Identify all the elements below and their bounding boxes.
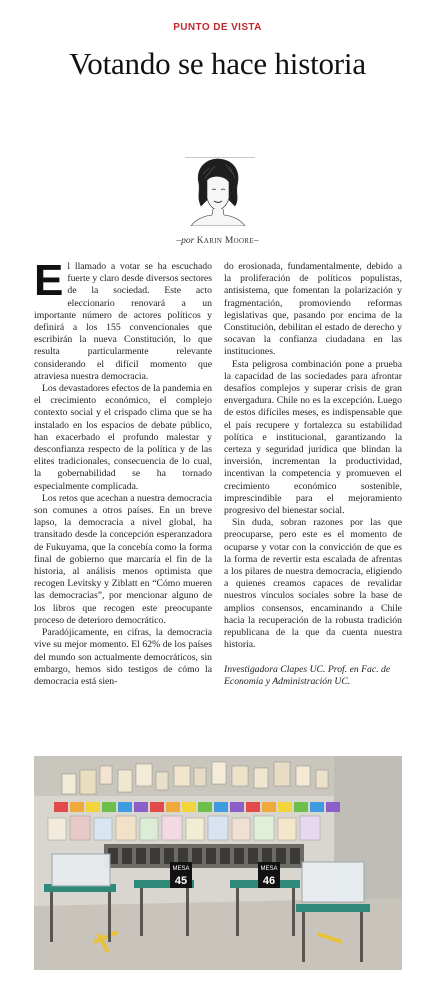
author-portrait	[185, 154, 251, 226]
mesa-label: MESA	[260, 866, 278, 872]
mesa-number: 45	[174, 875, 188, 887]
section-label: PUNTO DE VISTA	[173, 22, 262, 33]
paragraph: Esta peligrosa combinación pone a prueba la capacidad de las sociedades para afrontar desafíos complejos y superar crisis de gran envergadura. Chile no es la excepción. Luego de estos difíciles meses, es indispensable que el país recupere y fortalezca su estabilidad política e institucional, garantizando la certeza y seguridad jurídica que blindan la inversión, incrementan la productividad, incentivan la competencia y promueven el crecimiento económico sostenible, imprescindible para el mejoramiento progresivo del bienestar social.	[224, 358, 402, 517]
paragraph: Paradójicamente, en cifras, la democracia vive su mejor momento. El 62% de los países del mundo son actualmente democráticos, sin embargo, hemos sido testigos de cómo la democracia está sien-	[34, 627, 212, 687]
paragraph-text: l llamado a votar se ha escuchado fuerte y claro desde diversos sectores de la sociedad. Este acto eleccionario renovará a un importante número de actores políticos y definirá a los 155 convencionales que escribirán la nueva Constitución, lo que resulta particularmente relevante considerando el difícil momento que atraviesa nuestra democracia.	[34, 261, 212, 382]
byline-suffix: –	[253, 236, 259, 246]
classroom-voting-photo	[34, 756, 402, 970]
paragraph	[34, 256, 212, 383]
headline: Votando se hace historia	[69, 46, 366, 81]
paragraph: Sin duda, sobran razones por las que preocuparse, pero este es el momento de ocuparse y votar con la convicción de que es la forma de revertir esta escalada de afrentas a los pilares de nuestra democracia, eligiendo a quienes creamos capaces de revalidar nuestros vínculos sociales sobre la base de amplios consensos, encaminando a Chile hacia la recuperación de la robusta tradición republicana de la que da cuenta nuestra historia.	[224, 517, 402, 651]
mesa-number: 46	[262, 875, 276, 887]
byline-author: Karin Moore	[196, 236, 254, 246]
paragraph: do erosionada, fundamentalmente, debido a la proliferación de políticos populistas, antisistema, que fomentan la polarización y fragmentación, promoviendo reformas legislativas que, pasando por encima de la Constitución, debilitan el estado de derecho y socavan la confianza ciudadana en las instituciones.	[224, 261, 402, 358]
paragraph: Los retos que acechan a nuestra democracia son comunes a otros países. En un breve lapso, la democracia a nivel global, ha transitado desde la concepción esperanzadora de Fukuyama, que la concebía como la forma final de gobierno que marcaría el fin de la historia, al análisis menos optimista que recogen Levitsky y Ziblatt en “Cómo mueren las democracias”, por mencionar alguno de los libros que recogen este preocupante proceso de deterioro democrático.	[34, 492, 212, 626]
article-column-right	[224, 261, 402, 688]
byline	[0, 236, 435, 246]
byline-prefix: –por	[176, 236, 195, 246]
article-column-left	[34, 256, 212, 688]
drop-cap: E	[34, 256, 64, 305]
author-signature: Investigadora Clapes UC. Prof. en Fac. de Economía y Administración UC.	[224, 663, 391, 687]
mesa-label: MESA	[172, 866, 190, 872]
paragraph: Los devastadores efectos de la pandemia en el crecimiento económico, el complejo contexto social y el crispado clima que se ha instalado en los espacios de debate público, han exacerbado el profundo malestar y desconfianza respecto de la política y de las elites tradicionales, consecuencia de lo cual, la gobernabilidad se ha tornado especialmente complicada.	[34, 383, 212, 492]
